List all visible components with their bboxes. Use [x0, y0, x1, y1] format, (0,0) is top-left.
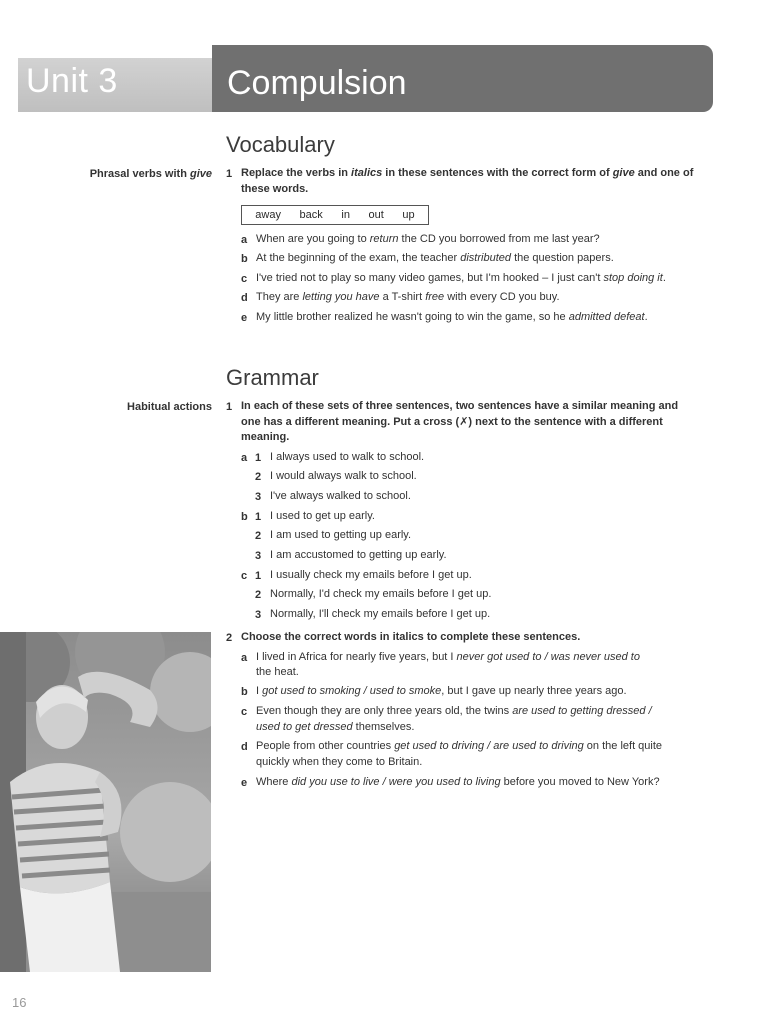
sentence-number: 3: [255, 609, 262, 621]
vocab-sentence: When are you going to return the CD you borrowed from me last year?: [256, 233, 600, 245]
grammar-exercise-2-number: 2: [226, 632, 233, 644]
set-letter: b: [241, 511, 248, 523]
grammar-sentence: I always used to walk to school.: [270, 451, 425, 463]
item-letter: e: [241, 312, 248, 324]
grammar-sentence: I am accustomed to getting up early.: [270, 549, 447, 561]
word-option: out: [368, 209, 384, 221]
word-option: away: [255, 209, 281, 221]
page-number: 16: [12, 995, 27, 1010]
sentence-number: 3: [255, 550, 262, 562]
choice-sentence-continued: quickly when they come to Britain.: [256, 756, 423, 768]
grammar-sentence: I usually check my emails before I get up.: [270, 569, 472, 581]
grammar-heading: Grammar: [226, 365, 319, 390]
vocab-instruction: Replace the verbs in italics in these sentences with the correct form of give and one of these words.: [241, 167, 694, 195]
grammar-sentence: I would always walk to school.: [270, 470, 417, 482]
sentence-number: 2: [255, 471, 262, 483]
item-letter: a: [241, 234, 248, 246]
vocab-sentence: I've tried not to play so many video games, but I'm hooked – I just can't stop doing it.: [256, 272, 666, 284]
grammar-sentence: Normally, I'll check my emails before I get up.: [270, 608, 491, 620]
set-letter: c: [241, 570, 248, 582]
item-letter: e: [241, 777, 248, 789]
sentence-number: 1: [255, 511, 262, 523]
grammar-sentence: I've always walked to school.: [270, 490, 411, 502]
grammar-sentence: I am used to getting up early.: [270, 529, 412, 541]
choice-sentence: Where did you use to live / were you used to living before you moved to New York?: [256, 776, 660, 788]
habitual-actions-label: Habitual actions: [127, 401, 212, 413]
unit-banner: [18, 58, 212, 112]
woman-photo: [0, 632, 211, 972]
choice-sentence: People from other countries get used to driving / are used to driving on the left quite: [256, 740, 663, 752]
word-option: back: [299, 209, 323, 221]
item-letter: d: [241, 292, 248, 304]
sentence-number: 2: [255, 530, 262, 542]
choice-sentence-continued: used to get dressed themselves.: [256, 721, 415, 733]
item-letter: b: [241, 253, 248, 265]
item-letter: c: [241, 273, 248, 285]
vocabulary-heading: Vocabulary: [226, 132, 335, 157]
word-box: [241, 205, 429, 225]
grammar-instruction-2: Choose the correct words in italics to complete these sentences.: [241, 631, 581, 643]
word-option: up: [402, 209, 415, 221]
sentence-number: 2: [255, 589, 262, 601]
item-letter: d: [241, 741, 248, 753]
photo-illustration: [0, 632, 211, 972]
grammar-instruction-1: In each of these sets of three sentences, two sentences have a similar meaning and one has a different meaning. Put a cross (✗) next to the sentence with a different meaning.: [241, 400, 679, 443]
sentence-number: 1: [255, 570, 262, 582]
sentence-number: 3: [255, 491, 262, 503]
unit-label: Unit 3: [26, 62, 118, 100]
item-letter: c: [241, 706, 248, 718]
vocab-exercise-number: 1: [226, 168, 233, 180]
grammar-exercise-number: 1: [226, 401, 233, 413]
vocab-sentence: At the beginning of the exam, the teacher distributed the question papers.: [256, 252, 614, 264]
vocab-sentence: They are letting you have a T-shirt free with every CD you buy.: [256, 291, 560, 303]
item-letter: b: [241, 686, 248, 698]
sentence-number: 1: [255, 452, 262, 464]
word-option: in: [341, 209, 350, 221]
choice-sentence: I got used to smoking / used to smoke, but I gave up nearly three years ago.: [256, 685, 627, 697]
choice-sentence-continued: the heat.: [256, 666, 299, 678]
grammar-sentence: Normally, I'd check my emails before I get up.: [270, 588, 492, 600]
item-letter: a: [241, 652, 248, 664]
choice-sentence: I lived in Africa for nearly five years, but I never got used to / was never used to: [256, 651, 640, 663]
phrasal-verbs-label: Phrasal verbs with give: [89, 168, 212, 180]
choice-sentence: Even though they are only three years old, the twins are used to getting dressed /: [256, 705, 652, 717]
page-title: Compulsion: [227, 64, 407, 102]
vocab-sentence: My little brother realized he wasn't going to win the game, so he admitted defeat.: [256, 311, 648, 323]
grammar-sentence: I used to get up early.: [270, 510, 375, 522]
set-letter: a: [241, 452, 248, 464]
title-banner: [212, 45, 713, 112]
